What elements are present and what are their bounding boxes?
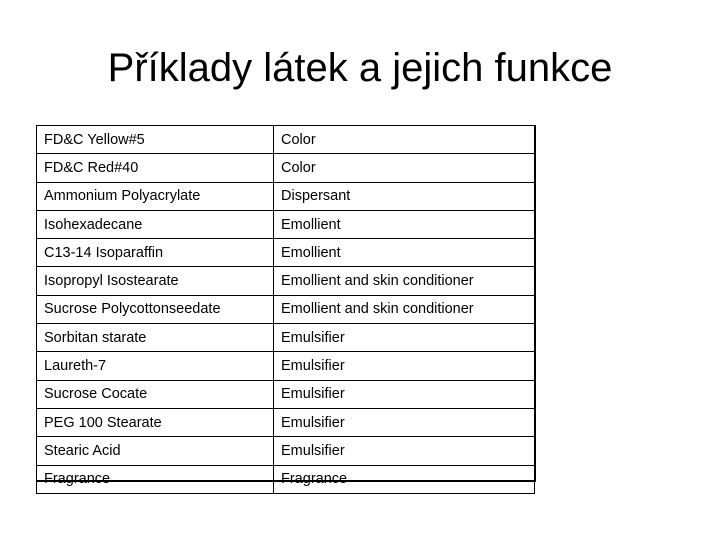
substance-cell: Sorbitan starate	[37, 324, 274, 352]
table-row	[37, 210, 535, 238]
substances-table	[36, 125, 535, 494]
function-cell: Color	[274, 154, 535, 182]
table-row	[37, 380, 535, 408]
substance-cell: FD&C Red#40	[37, 154, 274, 182]
substance-cell: PEG 100 Stearate	[37, 408, 274, 436]
table-row	[37, 239, 535, 267]
table-row	[37, 182, 535, 210]
substance-cell: Isopropyl Isostearate	[37, 267, 274, 295]
function-cell: Emollient	[274, 239, 535, 267]
substance-cell: Laureth-7	[37, 352, 274, 380]
function-cell: Emulsifier	[274, 437, 535, 465]
function-cell: Color	[274, 126, 535, 154]
table-row	[37, 437, 535, 465]
substances-table-body	[37, 126, 535, 494]
substance-cell: Fragrance	[37, 465, 274, 493]
substances-table-frame	[36, 125, 536, 488]
slide-title: Příklady látek a jejich funkce	[107, 46, 613, 90]
substance-cell: Ammonium Polyacrylate	[37, 182, 274, 210]
substance-cell: FD&C Yellow#5	[37, 126, 274, 154]
function-cell: Emulsifier	[274, 408, 535, 436]
table-row	[37, 154, 535, 182]
table-row	[37, 324, 535, 352]
table-row	[37, 465, 535, 493]
table-row	[37, 295, 535, 323]
function-cell: Emollient and skin conditioner	[274, 267, 535, 295]
function-cell: Emollient	[274, 210, 535, 238]
function-cell: Emulsifier	[274, 324, 535, 352]
table-row	[37, 126, 535, 154]
function-cell: Emulsifier	[274, 380, 535, 408]
function-cell: Fragrance	[274, 465, 535, 493]
table-row	[37, 408, 535, 436]
table-row	[37, 267, 535, 295]
substance-cell: Sucrose Cocate	[37, 380, 274, 408]
substance-cell: Isohexadecane	[37, 210, 274, 238]
substance-cell: C13-14 Isoparaffin	[37, 239, 274, 267]
table-row	[37, 352, 535, 380]
substance-cell: Sucrose Polycottonseedate	[37, 295, 274, 323]
substance-cell: Stearic Acid	[37, 437, 274, 465]
function-cell: Emollient and skin conditioner	[274, 295, 535, 323]
function-cell: Emulsifier	[274, 352, 535, 380]
function-cell: Dispersant	[274, 182, 535, 210]
